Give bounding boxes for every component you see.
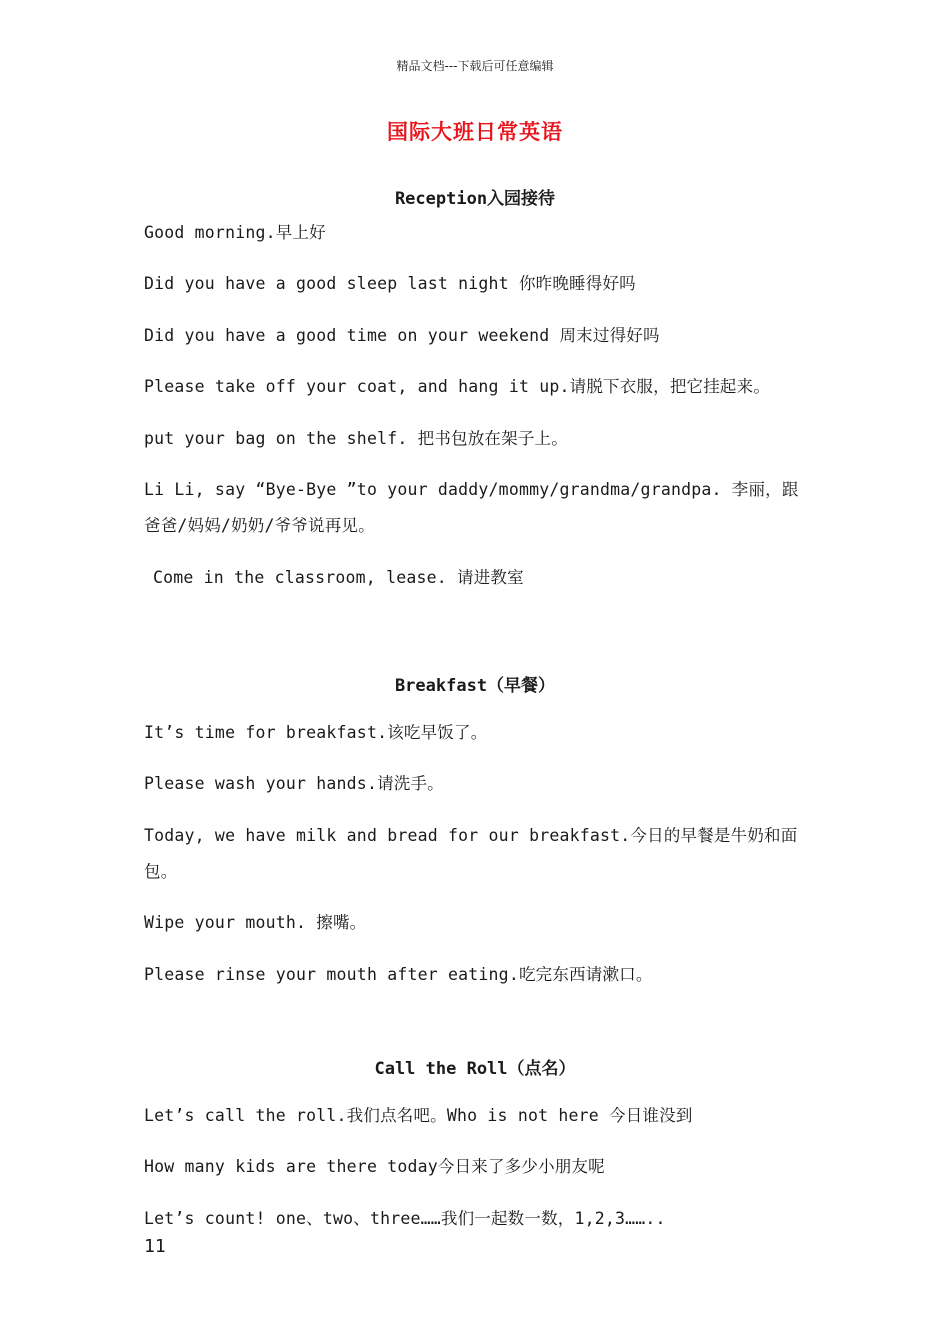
sentence-line: Please take off your coat, and hang it up.请脱下衣服，把它挂起来。 <box>144 377 771 396</box>
sentence-line: How many kids are there today今日来了多少小朋友呢 <box>144 1157 605 1176</box>
sentence-line: Good morning.早上好 <box>144 223 326 242</box>
sentence-line: It’s time for breakfast.该吃早饭了。 <box>144 723 488 742</box>
sentence-line: Did you have a good sleep last night 你昨晚睡得好吗 <box>144 274 636 293</box>
sentence-line: Wipe your mouth. 擦嘴。 <box>144 913 367 932</box>
sentence-line: put your bag on the shelf. 把书包放在架子上。 <box>144 429 568 448</box>
header-note: 精品文档---下载后可任意编辑 <box>396 59 554 73</box>
sentence-line: Did you have a good time on your weekend 周末过得好吗 <box>144 326 660 345</box>
page-number: 11 <box>144 1236 166 1257</box>
sentence-line: Let’s count! one、two、three……我们一起数一数，1,2,3…….. <box>144 1209 666 1228</box>
sentence-line: Please wash your hands.请洗手。 <box>144 774 444 793</box>
section-heading-call-the-roll: Call the Roll（点名） <box>374 1059 576 1079</box>
sentence-line: Let’s call the roll.我们点名吧。Who is not here 今日谁没到 <box>144 1106 693 1125</box>
section-heading-breakfast: Breakfast（早餐） <box>394 676 556 696</box>
document-title: 国际大班日常英语 <box>387 120 563 144</box>
section-heading-reception: Reception入园接待 <box>394 189 556 209</box>
sentence-line: Please rinse your mouth after eating.吃完东西请漱口。 <box>144 965 653 984</box>
sentence-line: Come in the classroom, lease. 请进教室 <box>153 568 524 587</box>
sentence-line: Li Li, say “Bye-Bye ”to your daddy/mommy/grandma/grandpa. 李丽，跟爸爸/妈妈/奶奶/爷爷说再见。 <box>144 480 799 535</box>
sentence-line: Today, we have milk and bread for our breakfast.今日的早餐是牛奶和面包。 <box>144 826 798 881</box>
